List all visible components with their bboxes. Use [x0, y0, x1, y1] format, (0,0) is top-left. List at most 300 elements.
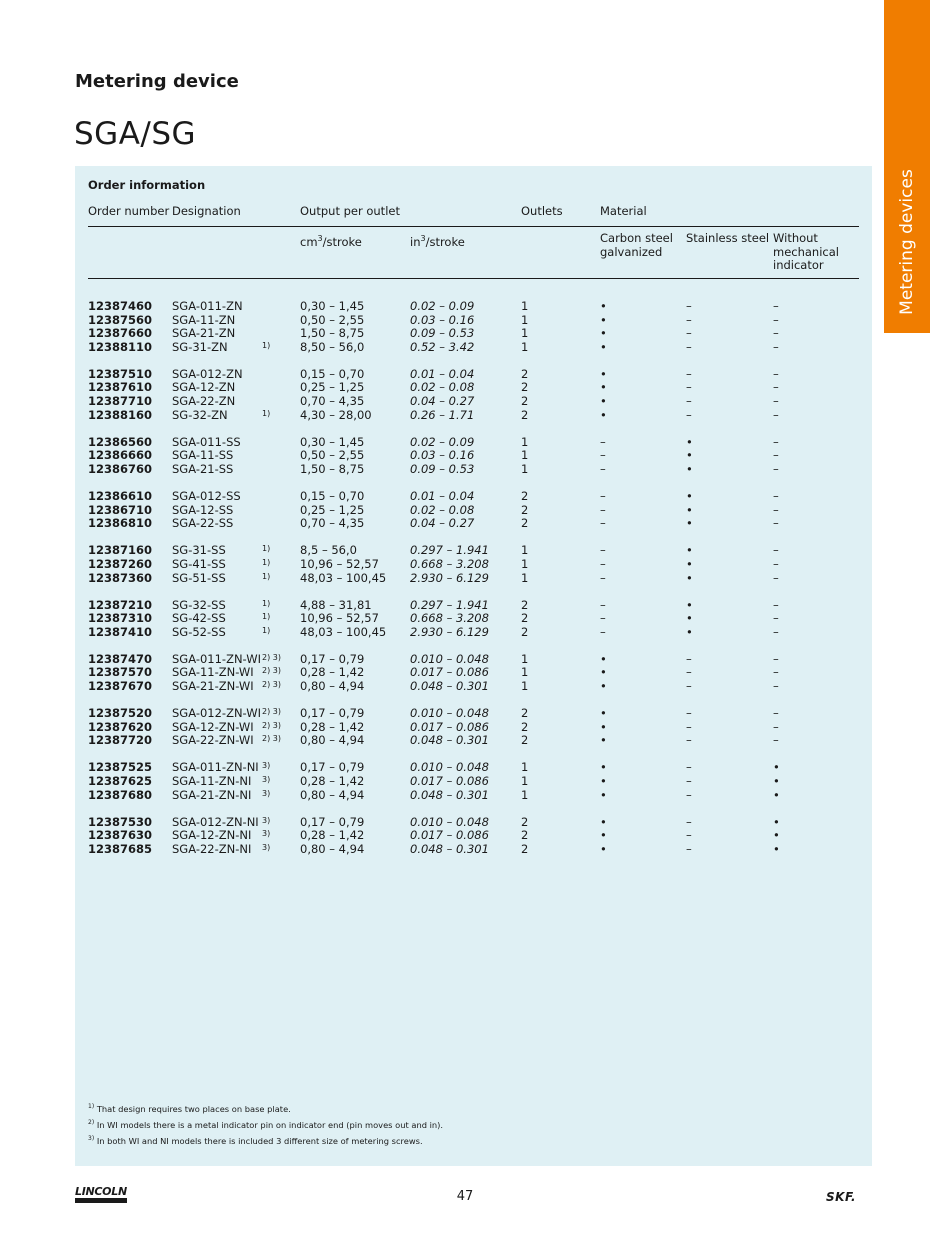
without-indicator-mark: –	[773, 489, 779, 504]
output-cm3: 0,17 – 0,79	[300, 651, 365, 666]
outlets-count: 2	[521, 814, 529, 829]
designation: SGA-12-ZN-WI	[172, 719, 254, 734]
header-rule-bottom	[88, 278, 859, 279]
page-number: 47	[456, 1189, 474, 1204]
row-group	[75, 368, 872, 422]
output-cm3: 0,28 – 1,42	[300, 828, 365, 843]
designation: SGA-22-SS	[172, 516, 234, 531]
page-title: SGA/SG	[74, 116, 197, 152]
outlets-count: 1	[521, 448, 529, 463]
output-in3: 0.04 – 0.27	[410, 516, 475, 531]
outlets-count: 1	[521, 787, 529, 802]
designation: SG-52-SS	[172, 624, 226, 639]
stainless-steel-mark: •	[686, 570, 693, 585]
designation: SGA-11-ZN-WI	[172, 665, 254, 680]
order-number: 12386610	[88, 489, 153, 504]
table-row	[75, 314, 872, 328]
row-group	[75, 653, 872, 694]
table-row	[75, 504, 872, 518]
stainless-steel-mark: •	[686, 556, 693, 571]
designation: SGA-012-ZN	[172, 366, 243, 381]
designation: SGA-11-SS	[172, 448, 234, 463]
without-indicator-mark: –	[773, 597, 779, 612]
outlets-count: 1	[521, 312, 529, 327]
order-number: 12388110	[88, 339, 153, 354]
footnote-ref: 3)	[262, 842, 271, 852]
row-group	[75, 599, 872, 640]
outlets-count: 1	[521, 339, 529, 354]
without-indicator-mark: –	[773, 339, 779, 354]
output-cm3: 1,50 – 8,75	[300, 326, 365, 341]
order-number: 12386660	[88, 448, 153, 463]
footnote-ref: 2) 3)	[262, 720, 281, 730]
footnote-ref: 1)	[262, 612, 271, 622]
order-number: 12387410	[88, 624, 153, 639]
footnote-ref: 1)	[262, 408, 271, 418]
output-in3: 0.048 – 0.301	[410, 733, 489, 748]
stainless-steel-mark: –	[686, 733, 692, 748]
stainless-steel-mark: –	[686, 814, 692, 829]
output-in3: 0.09 – 0.53	[410, 461, 475, 476]
table-row	[75, 463, 872, 477]
header-in3-stroke: $in^3$/stroke	[410, 234, 465, 249]
stainless-steel-mark: •	[686, 611, 693, 626]
order-number: 12387630	[88, 828, 153, 843]
output-in3: 0.010 – 0.048	[410, 760, 489, 775]
order-number: 12387520	[88, 706, 153, 721]
side-tab-label: Metering devices	[897, 169, 917, 315]
output-cm3: 0,28 – 1,42	[300, 719, 365, 734]
footnote-ref: 3)	[262, 815, 271, 825]
output-in3: 0.010 – 0.048	[410, 814, 489, 829]
outlets-count: 1	[521, 556, 529, 571]
order-number: 12387160	[88, 543, 153, 558]
header-stainless-steel: Stainless steel	[686, 231, 770, 245]
stainless-steel-mark: –	[686, 394, 692, 409]
carbon-steel-mark: •	[600, 787, 607, 802]
without-indicator-mark: –	[773, 733, 779, 748]
order-number: 12387510	[88, 366, 153, 381]
carbon-steel-mark: •	[600, 651, 607, 666]
header-output: Output per outlet	[300, 204, 400, 218]
output-cm3: 0,80 – 4,94	[300, 679, 365, 694]
without-indicator-mark: –	[773, 719, 779, 734]
output-cm3: 0,80 – 4,94	[300, 733, 365, 748]
footnote-ref: 1)	[262, 625, 271, 635]
output-cm3: 1,50 – 8,75	[300, 461, 365, 476]
header-material: Material	[600, 204, 647, 218]
output-cm3: 0,25 – 1,25	[300, 502, 365, 517]
output-in3: 2.930 – 6.129	[410, 570, 489, 585]
outlets-count: 2	[521, 489, 529, 504]
without-indicator-mark: •	[773, 760, 780, 775]
carbon-steel-mark: –	[600, 597, 606, 612]
carbon-steel-mark: •	[600, 760, 607, 775]
footnote-ref: 3)	[262, 761, 271, 771]
without-indicator-mark: –	[773, 651, 779, 666]
without-indicator-mark: –	[773, 394, 779, 409]
outlets-count: 2	[521, 719, 529, 734]
table-row	[75, 612, 872, 626]
designation: SGA-11-ZN	[172, 312, 236, 327]
without-indicator-mark: –	[773, 380, 779, 395]
output-cm3: 0,17 – 0,79	[300, 814, 365, 829]
stainless-steel-mark: –	[686, 312, 692, 327]
order-number: 12387460	[88, 299, 153, 313]
output-in3: 0.668 – 3.208	[410, 556, 489, 571]
output-cm3: 0,17 – 0,79	[300, 760, 365, 775]
outlets-count: 1	[521, 665, 529, 680]
outlets-count: 2	[521, 502, 529, 517]
output-cm3: 0,15 – 0,70	[300, 366, 365, 381]
order-table-body	[75, 300, 872, 870]
designation: SGA-22-ZN-WI	[172, 733, 254, 748]
order-information-panel	[75, 166, 872, 1166]
without-indicator-mark: •	[773, 841, 780, 856]
table-row	[75, 558, 872, 572]
output-cm3: 0,70 – 4,35	[300, 516, 365, 531]
output-cm3: 0,28 – 1,42	[300, 665, 365, 680]
stainless-steel-mark: –	[686, 299, 692, 313]
order-number: 12387570	[88, 665, 153, 680]
carbon-steel-mark: –	[600, 489, 606, 504]
table-row	[75, 816, 872, 830]
order-number: 12388160	[88, 407, 153, 422]
table-row	[75, 544, 872, 558]
panel-title: Order information	[88, 178, 206, 192]
carbon-steel-mark: •	[600, 312, 607, 327]
carbon-steel-mark: •	[600, 299, 607, 313]
output-in3: 0.048 – 0.301	[410, 841, 489, 856]
without-indicator-mark: –	[773, 611, 779, 626]
stainless-steel-mark: •	[686, 543, 693, 558]
order-number: 12387360	[88, 570, 153, 585]
order-number: 12387470	[88, 651, 153, 666]
output-cm3: 8,5 – 56,0	[300, 543, 357, 558]
without-indicator-mark: –	[773, 502, 779, 517]
lincoln-logo: LINCOLN	[75, 1186, 127, 1203]
table-row	[75, 707, 872, 721]
footnote-ref: 1)	[262, 598, 271, 608]
stainless-steel-mark: –	[686, 380, 692, 395]
outlets-count: 2	[521, 828, 529, 843]
designation: SGA-22-ZN	[172, 394, 236, 409]
designation: SGA-011-SS	[172, 434, 241, 449]
table-row	[75, 572, 872, 586]
without-indicator-mark: –	[773, 407, 779, 422]
footnote-ref: 1)	[262, 557, 271, 567]
without-indicator-mark: –	[773, 556, 779, 571]
without-indicator-mark: •	[773, 814, 780, 829]
designation: SGA-12-ZN	[172, 380, 236, 395]
without-indicator-mark: –	[773, 366, 779, 381]
stainless-steel-mark: –	[686, 339, 692, 354]
order-number: 12387610	[88, 380, 153, 395]
stainless-steel-mark: –	[686, 841, 692, 856]
carbon-steel-mark: –	[600, 570, 606, 585]
footnote-ref: 2) 3)	[262, 652, 281, 662]
without-indicator-mark: –	[773, 706, 779, 721]
outlets-count: 1	[521, 543, 529, 558]
output-in3: 0.09 – 0.53	[410, 326, 475, 341]
stainless-steel-mark: –	[686, 407, 692, 422]
row-group	[75, 436, 872, 477]
stainless-steel-mark: •	[686, 597, 693, 612]
output-in3: 0.04 – 0.27	[410, 394, 475, 409]
stainless-steel-mark: –	[686, 679, 692, 694]
without-indicator-mark: –	[773, 570, 779, 585]
row-group	[75, 761, 872, 802]
output-in3: 0.017 – 0.086	[410, 828, 489, 843]
footnote-ref: 2) 3)	[262, 666, 281, 676]
designation: SGA-21-ZN-NI	[172, 787, 252, 802]
table-row	[75, 381, 872, 395]
footnote-1: $^{1)}$ That design requires two places on base plate.	[88, 1103, 291, 1114]
designation: SGA-012-ZN-WI	[172, 706, 262, 721]
stainless-steel-mark: –	[686, 774, 692, 789]
without-indicator-mark: –	[773, 665, 779, 680]
outlets-count: 2	[521, 394, 529, 409]
output-cm3: 4,88 – 31,81	[300, 597, 372, 612]
output-in3: 0.297 – 1.941	[410, 597, 489, 612]
table-row	[75, 789, 872, 803]
header-cm3-stroke: $cm^3$/stroke	[300, 234, 362, 249]
without-indicator-mark: •	[773, 787, 780, 802]
carbon-steel-mark: •	[600, 679, 607, 694]
output-in3: 0.010 – 0.048	[410, 706, 489, 721]
carbon-steel-mark: •	[600, 665, 607, 680]
footnote-ref: 1)	[262, 544, 271, 554]
output-in3: 0.02 – 0.09	[410, 434, 475, 449]
table-row	[75, 409, 872, 423]
stainless-steel-mark: –	[686, 719, 692, 734]
carbon-steel-mark: –	[600, 448, 606, 463]
footnote-ref: 2) 3)	[262, 707, 281, 717]
carbon-steel-mark: •	[600, 841, 607, 856]
outlets-count: 1	[521, 461, 529, 476]
output-cm3: 4,30 – 28,00	[300, 407, 372, 422]
output-in3: 0.048 – 0.301	[410, 787, 489, 802]
table-row	[75, 368, 872, 382]
table-row	[75, 490, 872, 504]
order-number: 12387210	[88, 597, 153, 612]
output-in3: 0.017 – 0.086	[410, 665, 489, 680]
table-row	[75, 517, 872, 531]
outlets-count: 2	[521, 706, 529, 721]
table-row	[75, 341, 872, 355]
stainless-steel-mark: •	[686, 624, 693, 639]
table-row	[75, 666, 872, 680]
footnote-ref: 3)	[262, 829, 271, 839]
output-in3: 0.297 – 1.941	[410, 543, 489, 558]
carbon-steel-mark: –	[600, 461, 606, 476]
output-in3: 0.01 – 0.04	[410, 366, 475, 381]
designation: SGA-012-SS	[172, 489, 241, 504]
without-indicator-mark: •	[773, 774, 780, 789]
carbon-steel-mark: •	[600, 814, 607, 829]
stainless-steel-mark: •	[686, 448, 693, 463]
designation: SGA-21-ZN	[172, 326, 236, 341]
stainless-steel-mark: –	[686, 706, 692, 721]
carbon-steel-mark: •	[600, 774, 607, 789]
header-order-number: Order number	[88, 204, 170, 218]
output-cm3: 0,50 – 2,55	[300, 448, 365, 463]
output-cm3: 10,96 – 52,57	[300, 556, 379, 571]
stainless-steel-mark: •	[686, 461, 693, 476]
output-in3: 0.02 – 0.08	[410, 502, 475, 517]
output-cm3: 0,17 – 0,79	[300, 706, 365, 721]
stainless-steel-mark: –	[686, 760, 692, 775]
outlets-count: 2	[521, 733, 529, 748]
designation: SG-31-ZN	[172, 339, 228, 354]
footnote-ref: 3)	[262, 788, 271, 798]
skf-logo: SKF.	[826, 1190, 857, 1204]
stainless-steel-mark: •	[686, 516, 693, 531]
output-cm3: 0,15 – 0,70	[300, 489, 365, 504]
order-number: 12387685	[88, 841, 153, 856]
header-designation: Designation	[172, 204, 241, 218]
carbon-steel-mark: •	[600, 326, 607, 341]
order-number: 12387680	[88, 787, 153, 802]
outlets-count: 2	[521, 516, 529, 531]
designation: SG-42-SS	[172, 611, 226, 626]
footnote-ref: 1)	[262, 340, 271, 350]
outlets-count: 1	[521, 570, 529, 585]
carbon-steel-mark: –	[600, 556, 606, 571]
table-row	[75, 300, 872, 314]
table-row	[75, 734, 872, 748]
row-group	[75, 490, 872, 531]
outlets-count: 2	[521, 611, 529, 626]
output-in3: 2.930 – 6.129	[410, 624, 489, 639]
output-in3: 0.017 – 0.086	[410, 719, 489, 734]
header-without-indicator: Without mechanical indicator	[773, 231, 839, 272]
row-group	[75, 816, 872, 857]
order-number: 12387710	[88, 394, 153, 409]
without-indicator-mark: –	[773, 312, 779, 327]
outlets-count: 2	[521, 407, 529, 422]
without-indicator-mark: –	[773, 679, 779, 694]
table-row	[75, 653, 872, 667]
output-in3: 0.017 – 0.086	[410, 774, 489, 789]
output-in3: 0.01 – 0.04	[410, 489, 475, 504]
outlets-count: 2	[521, 841, 529, 856]
stainless-steel-mark: –	[686, 665, 692, 680]
output-cm3: 48,03 – 100,45	[300, 570, 387, 585]
table-row	[75, 327, 872, 341]
without-indicator-mark: –	[773, 461, 779, 476]
table-row	[75, 829, 872, 843]
output-in3: 0.02 – 0.09	[410, 299, 475, 313]
designation: SGA-011-ZN	[172, 299, 243, 313]
stainless-steel-mark: –	[686, 326, 692, 341]
carbon-steel-mark: •	[600, 394, 607, 409]
stainless-steel-mark: •	[686, 489, 693, 504]
designation: SG-31-SS	[172, 543, 226, 558]
table-row	[75, 680, 872, 694]
output-cm3: 0,80 – 4,94	[300, 787, 365, 802]
outlets-count: 2	[521, 380, 529, 395]
table-row	[75, 775, 872, 789]
header-outlets: Outlets	[521, 204, 563, 218]
header-carbon-steel: Carbon steel galvanized	[600, 231, 673, 259]
carbon-steel-mark: –	[600, 516, 606, 531]
carbon-steel-mark: •	[600, 407, 607, 422]
designation: SGA-12-SS	[172, 502, 234, 517]
table-row	[75, 761, 872, 775]
output-cm3: 0,80 – 4,94	[300, 841, 365, 856]
output-in3: 0.03 – 0.16	[410, 312, 475, 327]
designation: SGA-11-ZN-NI	[172, 774, 252, 789]
order-number: 12386810	[88, 516, 153, 531]
table-row	[75, 449, 872, 463]
designation: SGA-22-ZN-NI	[172, 841, 252, 856]
footnote-ref: 2) 3)	[262, 734, 281, 744]
footnote-2: $^{2)}$ In WI models there is a metal indicator pin on indicator end (pin moves out and in).	[88, 1119, 444, 1130]
designation: SGA-012-ZN-NI	[172, 814, 259, 829]
output-cm3: 0,30 – 1,45	[300, 299, 365, 313]
output-in3: 0.048 – 0.301	[410, 679, 489, 694]
order-number: 12387670	[88, 679, 153, 694]
designation: SG-32-SS	[172, 597, 226, 612]
carbon-steel-mark: –	[600, 624, 606, 639]
output-in3: 0.03 – 0.16	[410, 448, 475, 463]
order-number: 12387260	[88, 556, 153, 571]
carbon-steel-mark: •	[600, 380, 607, 395]
order-number: 12387525	[88, 760, 153, 775]
outlets-count: 1	[521, 299, 529, 313]
output-in3: 0.26 – 1.71	[410, 407, 475, 422]
designation: SGA-21-ZN-WI	[172, 679, 254, 694]
without-indicator-mark: –	[773, 448, 779, 463]
table-row	[75, 721, 872, 735]
output-in3: 0.02 – 0.08	[410, 380, 475, 395]
without-indicator-mark: –	[773, 299, 779, 313]
carbon-steel-mark: •	[600, 339, 607, 354]
footnote-ref: 3)	[262, 775, 271, 785]
output-in3: 0.010 – 0.048	[410, 651, 489, 666]
order-number: 12386710	[88, 502, 153, 517]
row-group	[75, 707, 872, 748]
outlets-count: 1	[521, 326, 529, 341]
order-number: 12387310	[88, 611, 153, 626]
order-number: 12387625	[88, 774, 153, 789]
without-indicator-mark: –	[773, 434, 779, 449]
output-cm3: 0,25 – 1,25	[300, 380, 365, 395]
order-number: 12387530	[88, 814, 153, 829]
carbon-steel-mark: •	[600, 366, 607, 381]
row-group	[75, 300, 872, 354]
table-row	[75, 395, 872, 409]
stainless-steel-mark: •	[686, 434, 693, 449]
row-group	[75, 544, 872, 585]
stainless-steel-mark: –	[686, 787, 692, 802]
table-row	[75, 599, 872, 613]
footnote-3: $^{3)}$ In both WI and NI models there is included 3 different size of metering screws.	[88, 1135, 423, 1146]
without-indicator-mark: •	[773, 828, 780, 843]
outlets-count: 2	[521, 624, 529, 639]
stainless-steel-mark: –	[686, 828, 692, 843]
order-number: 12386760	[88, 461, 153, 476]
stainless-steel-mark: –	[686, 651, 692, 666]
carbon-steel-mark: –	[600, 611, 606, 626]
order-number: 12387560	[88, 312, 153, 327]
carbon-steel-mark: –	[600, 543, 606, 558]
designation: SG-32-ZN	[172, 407, 228, 422]
without-indicator-mark: –	[773, 543, 779, 558]
designation: SG-41-SS	[172, 556, 226, 571]
output-cm3: 48,03 – 100,45	[300, 624, 387, 639]
